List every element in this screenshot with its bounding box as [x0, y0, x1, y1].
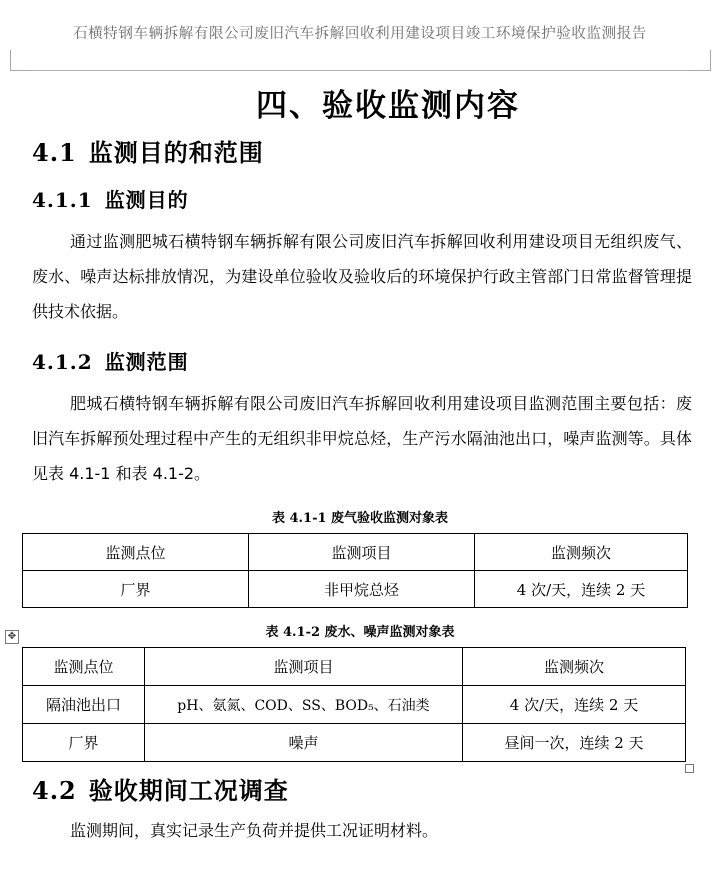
heading-4-1-2	[32, 346, 189, 375]
heading-4-2	[32, 771, 289, 806]
heading-4-1	[32, 133, 264, 168]
heading-4-2-number: 4.2	[32, 776, 77, 805]
heading-4-2-title: 验收期间工况调查	[88, 776, 289, 805]
header-rule	[30, 70, 690, 71]
resize-square-icon[interactable]	[685, 764, 694, 773]
paragraph-conditions: 监测期间，真实记录生产负荷并提供工况证明材料。	[70, 821, 439, 840]
move-cross-icon[interactable]: ✥	[5, 630, 19, 644]
table-row	[23, 686, 686, 724]
table-cell[interactable]: 隔油池出口	[23, 686, 145, 724]
table-header-cell[interactable]: 监测频次	[475, 534, 688, 571]
running-header: 石横特钢车辆拆解有限公司废旧汽车拆解回收利用建设项目竣工环境保护验收监测报告	[73, 26, 647, 42]
table-header-cell[interactable]: 监测项目	[145, 648, 463, 686]
heading-4-1-1	[32, 184, 189, 213]
header-corner-mark-left	[10, 50, 31, 71]
heading-4-1-title: 监测目的和范围	[88, 138, 264, 167]
table-cell[interactable]: 噪声	[145, 724, 463, 762]
table-cell[interactable]: 昼间一次，连续 2 天	[463, 724, 686, 762]
paragraph-scope: 肥城石横特钢车辆拆解有限公司废旧汽车拆解回收利用建设项目监测范围主要包括：废旧汽车拆解预处理过程中产生的无组织非甲烷总烃，生产污水隔油池出口，噪声监测等。具体见表 4.1-1 和表 4.1-2。	[32, 394, 692, 483]
heading-4-1-2-title: 监测范围	[104, 350, 189, 374]
heading-4-1-1-title: 监测目的	[104, 188, 189, 212]
table-cell[interactable]: pH、氨氮、COD、SS、BOD₅、石油类	[145, 686, 463, 724]
table-header-cell[interactable]: 监测项目	[249, 534, 475, 571]
table-cell[interactable]: 非甲烷总烃	[249, 571, 475, 608]
table-header-row	[23, 648, 686, 686]
table-4-1-2	[22, 647, 686, 762]
chapter-title: 四、验收监测内容	[256, 88, 520, 124]
heading-4-1-1-number: 4.1.1	[32, 188, 93, 212]
table-header-cell[interactable]: 监测频次	[463, 648, 686, 686]
heading-4-1-2-number: 4.1.2	[32, 350, 93, 374]
table-4-1-1-caption: 表 4.1-1 废气验收监测对象表	[271, 511, 449, 526]
header-corner-mark-right	[690, 50, 711, 71]
table-header-cell[interactable]: 监测点位	[23, 648, 145, 686]
table-4-1-1	[22, 533, 688, 608]
heading-4-1-number: 4.1	[32, 138, 77, 167]
table-cell[interactable]: 4 次/天，连续 2 天	[475, 571, 688, 608]
table-header-row	[23, 534, 688, 571]
table-header-cell[interactable]: 监测点位	[23, 534, 249, 571]
table-cell[interactable]: 厂界	[23, 724, 145, 762]
table-row	[23, 571, 688, 608]
table-cell[interactable]: 4 次/天，连续 2 天	[463, 686, 686, 724]
table-row	[23, 724, 686, 762]
table-4-1-2-caption: 表 4.1-2 废水、噪声监测对象表	[265, 625, 455, 640]
paragraph-purpose: 通过监测肥城石横特钢车辆拆解有限公司废旧汽车拆解回收利用建设项目无组织废气、废水、噪声达标排放情况，为建设单位验收及验收后的环境保护行政主管部门日常监督管理提供技术依据。	[32, 232, 692, 321]
table-cell[interactable]: 厂界	[23, 571, 249, 608]
